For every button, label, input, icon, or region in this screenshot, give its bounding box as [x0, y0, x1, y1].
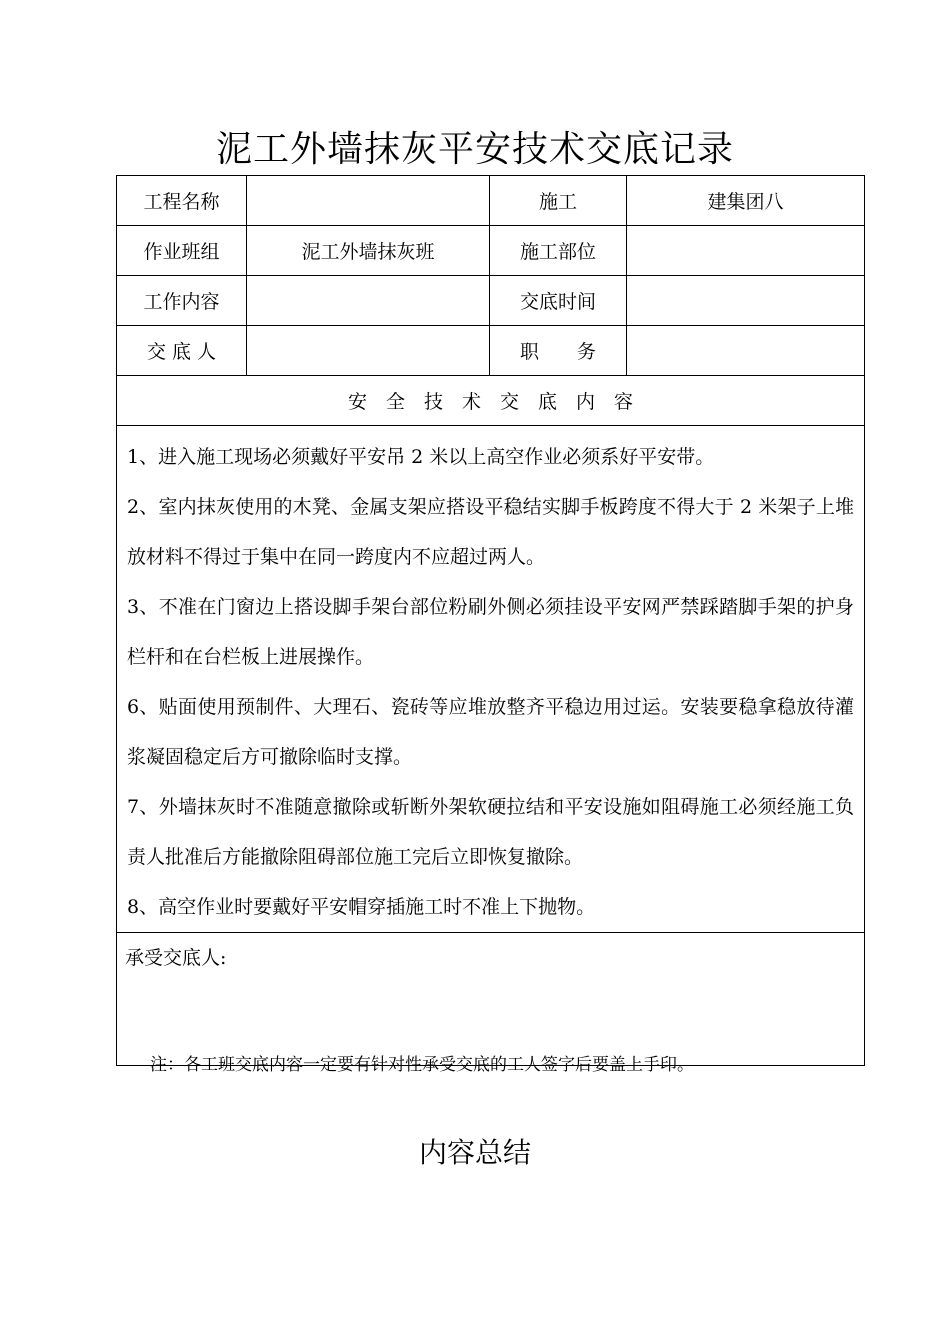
- discloser-value: [247, 326, 490, 376]
- position-label: 职 务: [490, 326, 627, 376]
- work-team-value: 泥工外墙抹灰班: [247, 226, 490, 276]
- table-row: [117, 226, 865, 276]
- project-name-label: 工程名称: [117, 176, 247, 226]
- section-header: 安 全 技 术 交 底 内 容: [117, 376, 865, 426]
- work-content-value: [247, 276, 490, 326]
- construction-area-value: [627, 226, 865, 276]
- safety-items-cell: [117, 426, 865, 933]
- table-row: [117, 276, 865, 326]
- safety-item: 6、贴面使用预制件、大理石、瓷砖等应堆放整齐平稳边用过运。安装要稳拿稳放待灌浆凝固稳定后方可撤除临时支撑。: [127, 696, 854, 768]
- work-team-label: 作业班组: [117, 226, 247, 276]
- disclosure-time-value: [627, 276, 865, 326]
- disclosure-time-label: 交底时间: [490, 276, 627, 326]
- footnote: 注：各工班交底内容一定要有针对性承受交底的工人签字后要盖上手印。: [150, 1055, 694, 1075]
- summary-heading: 内容总结: [418, 1136, 531, 1169]
- safety-item: 8、高空作业时要戴好平安帽穿插施工时不准上下抛物。: [127, 896, 596, 918]
- construction-label: 施工: [490, 176, 627, 226]
- safety-item: 1、进入施工现场必须戴好平安吊 2 米以上高空作业必须系好平安带。: [127, 446, 715, 468]
- table-row: [117, 426, 865, 933]
- disclosure-record-table: [116, 175, 865, 1066]
- safety-item: 2、室内抹灰使用的木凳、金属支架应搭设平稳结实脚手板跨度不得大于 2 米架子上堆放材料不得过于集中在同一跨度内不应超过两人。: [127, 496, 854, 568]
- table-row: [117, 326, 865, 376]
- construction-value: 建集团八: [627, 176, 865, 226]
- table-row: [117, 933, 865, 1066]
- table-row: [117, 176, 865, 226]
- work-content-label: 工作内容: [117, 276, 247, 326]
- position-value: [627, 326, 865, 376]
- construction-area-label: 施工部位: [490, 226, 627, 276]
- discloser-label: 交 底 人: [117, 326, 247, 376]
- table-row: [117, 376, 865, 426]
- document-title: 泥工外墙抹灰平安技术交底记录: [215, 129, 734, 170]
- safety-item: 3、不准在门窗边上搭设脚手架台部位粉刷外侧必须挂设平安网严禁踩踏脚手架的护身栏杆和在台栏板上进展操作。: [127, 596, 854, 668]
- project-name-value: [247, 176, 490, 226]
- safety-item: 7、外墙抹灰时不准随意撤除或斩断外架软硬拉结和平安设施如阻碍施工必须经施工负责人批准后方能撤除阻碍部位施工完后立即恢复撤除。: [127, 796, 854, 868]
- receiver-signature-cell: 承受交底人:: [117, 933, 865, 1066]
